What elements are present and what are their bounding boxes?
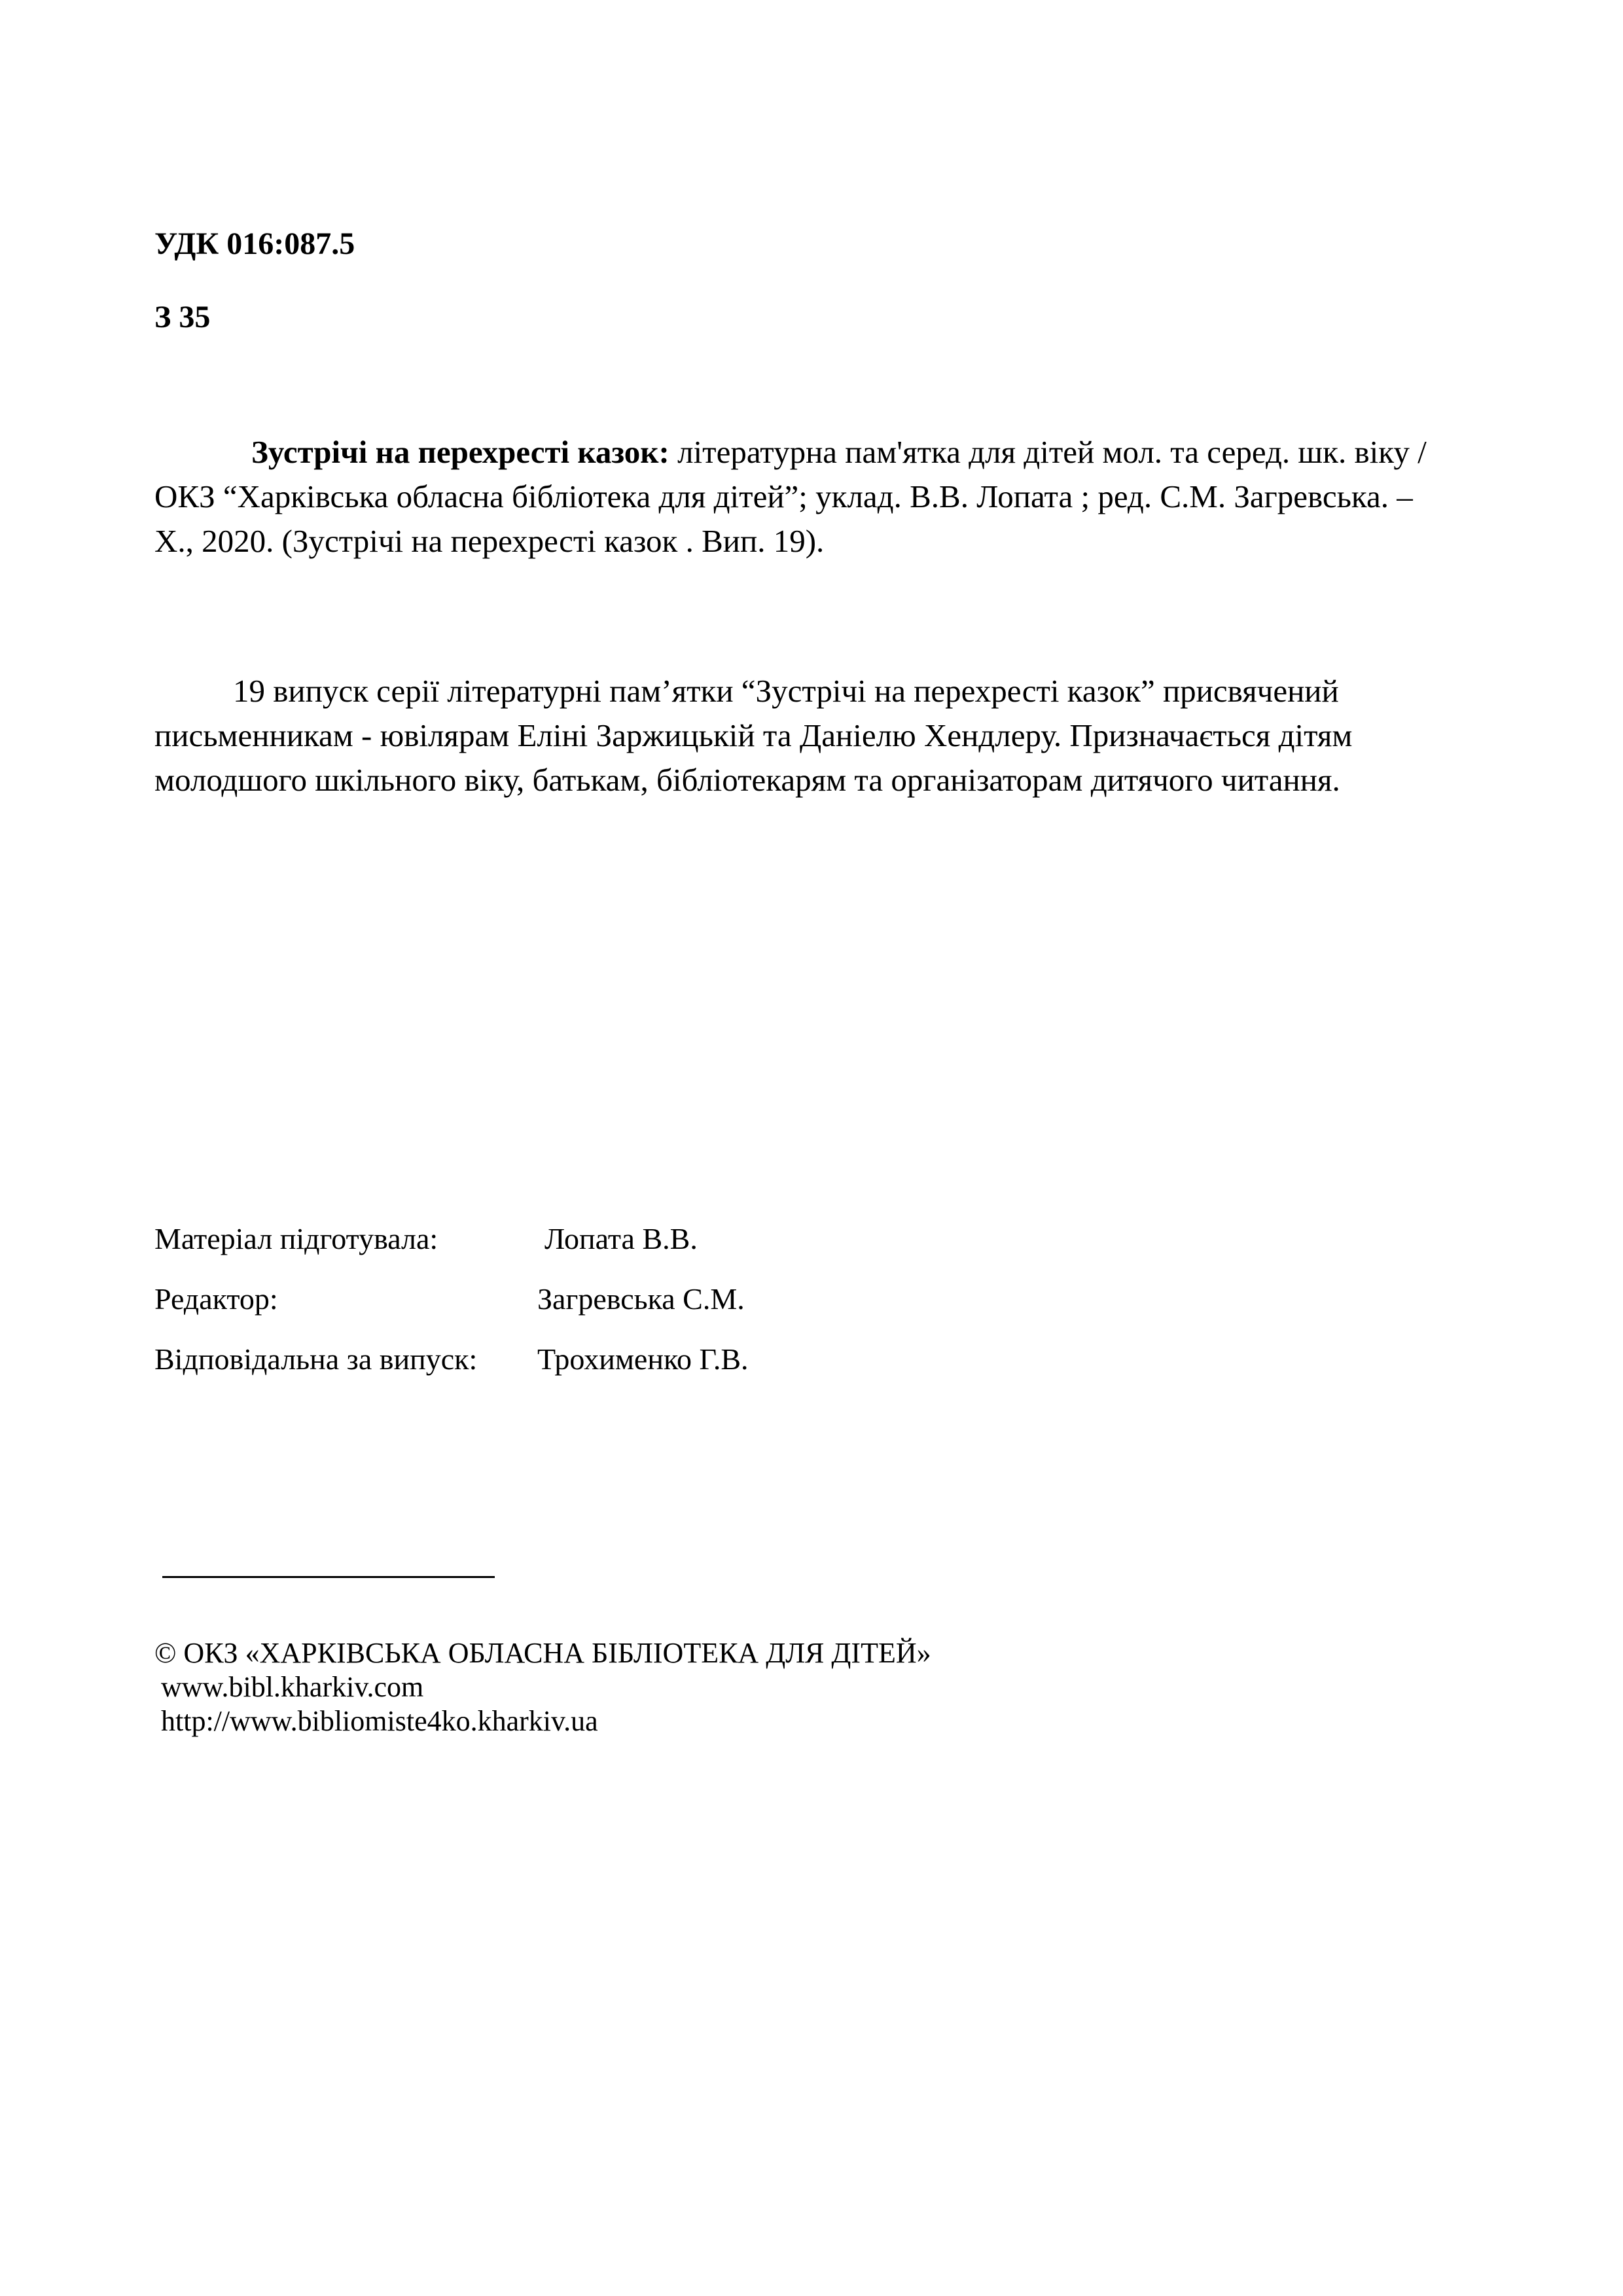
copyright-line: © ОКЗ «ХАРКІВСЬКА ОБЛАСНА БІБЛІОТЕКА ДЛЯ ДІТЕЙ» [154, 1637, 931, 1669]
annotation-line-1: 19 випуск серії літературні пам’ятки “Зустрічі на перехресті казок” присвячений [233, 673, 1339, 709]
biblio-line-1 [154, 430, 1463, 475]
credit-value: Лопата В.В. [544, 1222, 698, 1255]
credit-label: Матеріал підготувала: [154, 1222, 438, 1255]
biblio-title: Зустрічі на перехресті казок: [251, 434, 669, 470]
bibliographic-description [154, 430, 1463, 564]
author-sign-code: З 35 [154, 300, 211, 334]
website-link-2[interactable]: http://www.bibliomiste4ko.kharkiv.ua [161, 1705, 598, 1737]
credit-label: Відповідальна за випуск: [154, 1342, 478, 1376]
annotation-line-2: письменникам - ювілярам Еліні Заржицькій та Даніелю Хендлеру. Призначається дітям [154, 717, 1353, 753]
footnote-divider [162, 1576, 495, 1578]
credit-value: Трохименко Г.В. [537, 1342, 749, 1376]
biblio-line-1-rest: літературна пам'ятка для дітей мол. та серед. шк. віку / [669, 434, 1427, 470]
copyright-footer [154, 1636, 931, 1738]
annotation-line-3: молодшого шкільного віку, батькам, бібліотекарям та організаторам дитячого читання. [154, 762, 1340, 798]
credit-value: Загревська С.М. [537, 1282, 745, 1316]
annotation [154, 669, 1424, 802]
biblio-line-3: Х., 2020. (Зустрічі на перехресті казок . Вип. 19). [154, 523, 825, 559]
credit-label: Редактор: [154, 1282, 278, 1316]
udk-code: УДК 016:087.5 [154, 226, 355, 261]
website-link-1[interactable]: www.bibl.kharkiv.com [161, 1671, 424, 1703]
biblio-line-2: ОКЗ “Харківська обласна бібліотека для дітей”; уклад. В.В. Лопата ; ред. С.М. Загревська. – [154, 478, 1413, 514]
